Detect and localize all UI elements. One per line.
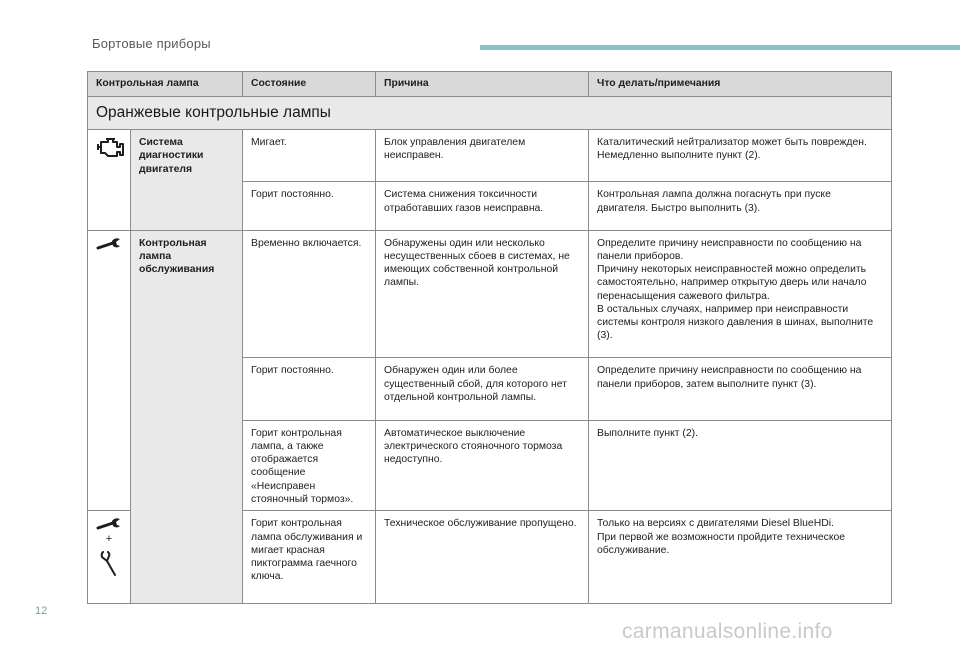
wrench-icon — [96, 517, 122, 531]
table-header-row — [88, 72, 892, 97]
state-cell: Горит постоянно. — [243, 182, 376, 230]
lamp-name-service: Контрольная лампа обслуживания — [131, 230, 243, 603]
engine-check-icon — [96, 136, 126, 158]
action-cell: Определите причину неисправности по сообщению на панели приборов, затем выполните пункт (3). — [589, 358, 892, 420]
action-cell: Определите причину неисправности по сообщению на панели приборов. Причину некоторых неисправностей можно определить самостоятельно, например открытую дверь или начало перенасыщения сажевого фильтра. В остальных случаях, например при неисправности системы контроля низкого давления в шинах, выполните (3). — [589, 230, 892, 358]
warning-lamps-table — [87, 71, 892, 604]
cause-cell: Блок управления двигателем неисправен. — [376, 130, 589, 182]
action-cell: Каталитический нейтрализатор может быть поврежден. Немедленно выполните пункт (2). — [589, 130, 892, 182]
section-title: Оранжевые контрольные лампы — [88, 97, 892, 130]
action-cell: Выполните пункт (2). — [589, 420, 892, 511]
section-row — [88, 97, 892, 130]
page-header-title: Бортовые приборы — [92, 36, 211, 51]
state-cell: Временно включается. — [243, 230, 376, 358]
cause-cell: Обнаружены один или несколько несущественных сбоев в системах, не имеющих собственной контрольной лампы. — [376, 230, 589, 358]
service-lamp-cell — [88, 230, 131, 511]
state-cell: Горит контрольная лампа, а также отображается сообщение «Неисправен стояночный тормоз». — [243, 420, 376, 511]
table-row — [88, 130, 892, 182]
watermark: carmanualsonline.info — [622, 620, 833, 643]
header-accent-bar — [480, 45, 960, 50]
action-cell: Только на версиях с двигателями Diesel BlueHDi. При первой же возможности пройдите техническое обслуживание. — [589, 511, 892, 604]
service-missed-lamp-cell — [88, 511, 131, 604]
cause-cell: Техническое обслуживание пропущено. — [376, 511, 589, 604]
state-cell: Горит постоянно. — [243, 358, 376, 420]
table-row — [88, 230, 892, 358]
column-header-state: Состояние — [243, 72, 376, 97]
column-header-action: Что делать/примечания — [589, 72, 892, 97]
action-cell: Контрольная лампа должна погаснуть при пуске двигателя. Быстро выполнить (3). — [589, 182, 892, 230]
cause-cell: Обнаружен один или более существенный сбой, для которого нет отдельной контрольной лампы. — [376, 358, 589, 420]
wrench-icon — [96, 237, 122, 251]
lamp-name-engine: Система диагностики двигателя — [131, 130, 243, 231]
state-cell: Мигает. — [243, 130, 376, 182]
cause-cell: Автоматическое выключение электрического стояночного тормоза недоступно. — [376, 420, 589, 511]
state-cell: Горит контрольная лампа обслуживания и мигает красная пиктограмма гаечного ключа. — [243, 511, 376, 604]
engine-check-lamp-cell — [88, 130, 131, 231]
wrench-outline-icon — [99, 551, 119, 577]
column-header-lamp: Контрольная лампа — [88, 72, 243, 97]
column-header-cause: Причина — [376, 72, 589, 97]
plus-sign: + — [105, 533, 113, 546]
page-number: 12 — [35, 605, 48, 617]
cause-cell: Система снижения токсичности отработавших газов неисправна. — [376, 182, 589, 230]
